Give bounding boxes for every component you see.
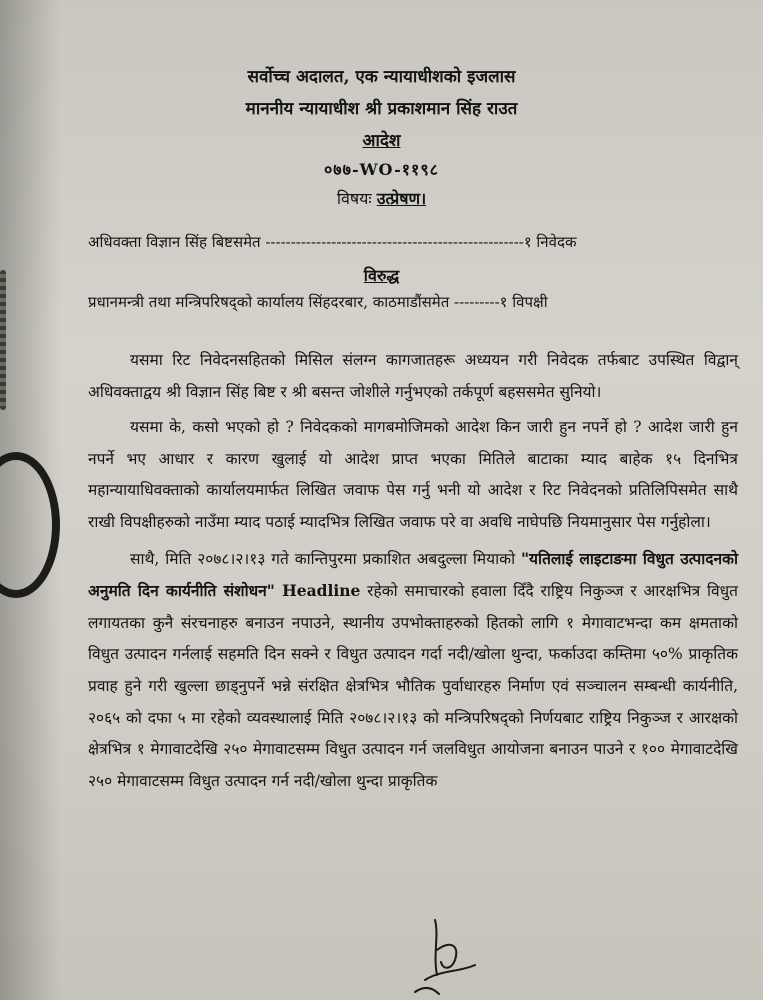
paragraph-1: यसमा रिट निवेदनसहितको मिसिल संलग्न कागजातहरू अध्ययन गरी निवेदक तर्फबाट उपस्थित विद्वान् अधिवक्ताद्वय श्री विज्ञान सिंह बिष्ट र श्री बसन्त जोशीले गर्नुभएको तर्कपूर्ण बहससमेत सुनियो।: [88, 351, 738, 401]
case-number: ०७७-WO-११९८: [323, 160, 439, 179]
paragraph-3-start: साथै, मिति २०७८।२।१३ गते कान्तिपुरमा प्रकाशित अबदुल्ला मियाको: [130, 549, 521, 568]
paragraph-3-rest: रहेको समाचारको हवाला दिँदै राष्ट्रिय निकुञ्ज र आरक्षभित्र विधुत लगायतका कुनै संरचनाहरु बनाउन नपाउने, स्थानीय उपभोक्ताहरुको हितको लागि १ मेगावाटभन्दा कम क्षमताको विधुत उत्पादन गर्नलाई सहमति दिन सक्ने र विधुत उत्पादन गर्दा नदी/खोला थुन्दा, फर्काउदा कम्तिमा ५०% प्राकृतिक प्रवाह हुने गरी खुल्ला छाड्नुपर्ने भन्ने संरक्षित क्षेत्रभित्र भौतिक पुर्वाधारहरु निर्माण एवं सञ्चालन सम्बन्धी कार्यनीति, २०६५ को दफा ५ मा रहेको व्यवस्थालाई मिति २०७८।२।१३ को मन्त्रिपरिषद्को निर्णयबाट राष्ट्रिय निकुञ्ज र आरक्षको क्षेत्रभित्र १ मेगावाटदेखि २५० मेगावाटसम्म विधुत उत्पादन गर्न जलविधुत आयोजना बनाउन पाउने र १०० मेगावाटदेखि २५० मेगावाटसम्म विधुत उत्पादन गर्न नदी/खोला थुन्दा प्राकृतिक: [88, 582, 738, 790]
court-name: सर्वोच्च अदालत, एक न्यायाधीशको इजलास: [247, 67, 516, 87]
paragraph-3: [88, 543, 738, 798]
binding-cord: [0, 270, 6, 410]
handwritten-signature: [405, 900, 485, 995]
news-headline: "यतिलाई लाइटाङमा विधुत उत्पादनको अनुमति दिन कार्यनीति संशोधन" Headline: [88, 548, 738, 601]
order-body: [88, 345, 738, 801]
versus-heading: विरुद्ध: [363, 266, 400, 285]
subject-value: उत्प्रेषण।: [376, 189, 427, 208]
subject-line: [0, 187, 763, 209]
judge-name: माननीय न्यायाधीश श्री प्रकाशमान सिंह राउत: [245, 99, 518, 119]
respondent-line: प्रधानमन्त्री तथा मन्त्रिपरिषद्को कार्यालय सिंहदरबार, काठमाडौंसमेत ---------१ विपक्षी: [88, 293, 548, 311]
binding-cord-loop: [0, 452, 60, 598]
document-type: आदेश: [362, 131, 401, 151]
subject-label: विषयः: [336, 189, 372, 208]
petitioner-line: अधिवक्ता विज्ञान सिंह बिष्टसमेत ---------------------------------------------------१ निवेदक: [88, 233, 577, 251]
paragraph-2: यसमा के, कसो भएको हो ? निवेदकको मागबमोजिमको आदेश किन जारी हुन नपर्ने हो ? आदेश जारी हुन नपर्ने भए आधार र कारण खुलाई यो आदेश प्राप्त भएका मितिले बाटाका म्याद बाहेक १५ दिनभित्र महान्यायाधिवक्ताको कार्यालयमार्फत लिखित जवाफ पेस गर्नु भनी यो आदेश र रिट निवेदनको प्रतिलिपिसमेत साथै राखी विपक्षीहरुको नाउँमा म्याद पठाई म्यादभित्र लिखित जवाफ परे वा अवधि नाघेपछि नियमानुसार पेस गर्नुहोला।: [88, 418, 738, 531]
